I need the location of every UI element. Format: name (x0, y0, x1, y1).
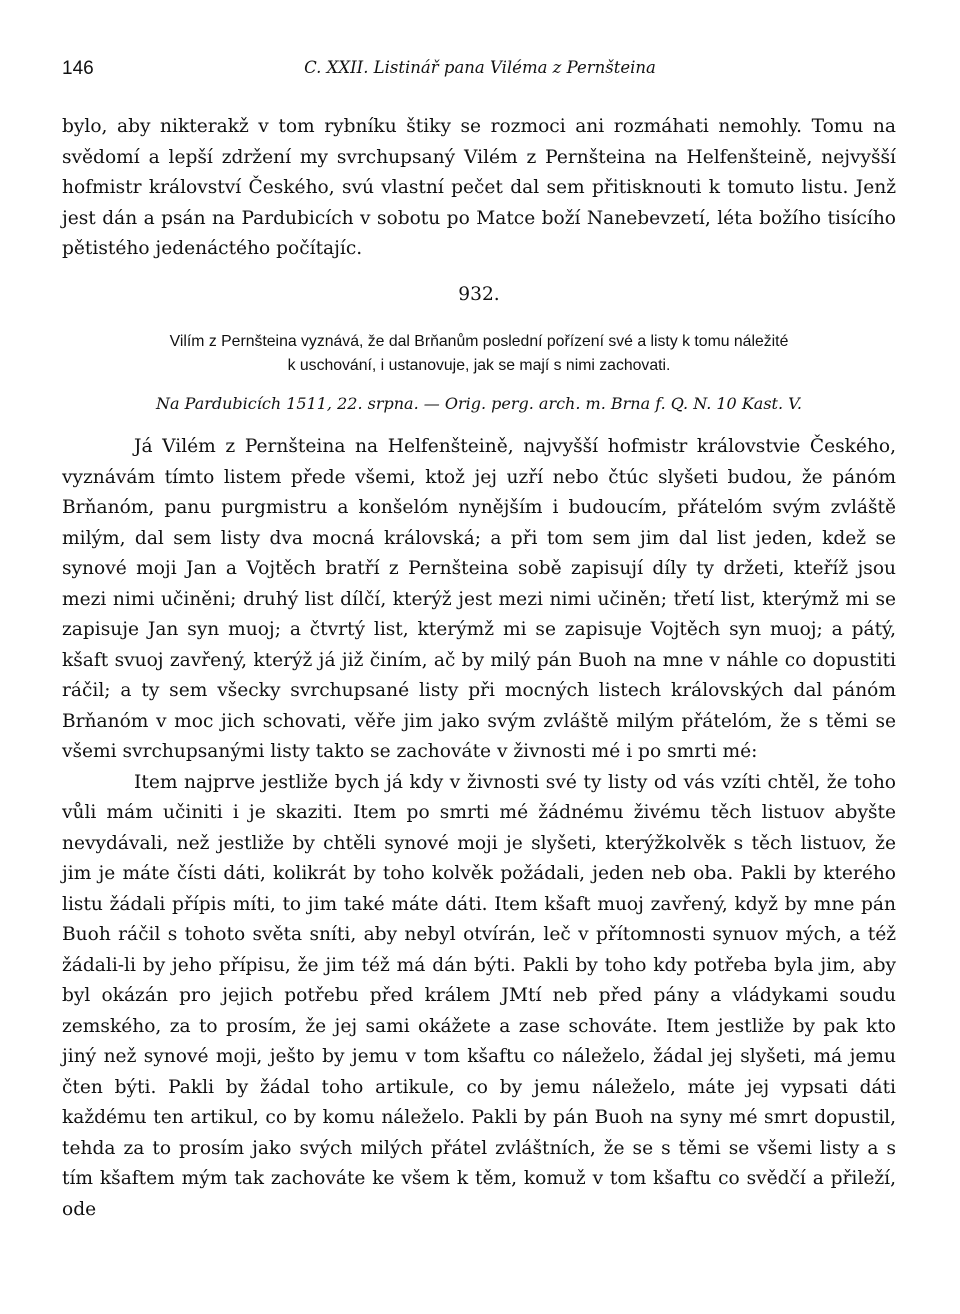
document-source: Na Pardubicích 1511, 22. srpna. — Orig. perg. arch. m. Brna f. Q. N. 10 Kast. V. (156, 394, 802, 413)
summary-line-2: k uschování, i ustanovuje, jak se mají s nimi zachovati. (287, 357, 671, 374)
continuation-paragraph: bylo, aby nikterakž v tom rybníku štiky se rozmoci ani rozmáhati nemohly. Tomu na svědomí a lepší zdržení my svrchupsaný Vilém z Pernšteina na Helfenšteině, nejvyšší hofmistr království Českého, svú vlastní pečet dal sem přitisknouti k tomuto listu. Jenž jest dán a psán na Pardubicích v sobotu po Matce boží Nanebevzetí, léta božího tisícího pětistého jedenáctého počítajíc. (62, 116, 896, 259)
letter-body (62, 432, 896, 1225)
document-summary (62, 330, 896, 378)
continuation-section (62, 112, 896, 265)
document-number: 932. (458, 284, 500, 305)
running-title: C. XXII. Listinář pana Viléma z Pernšteina (304, 58, 656, 77)
page-header (62, 58, 898, 88)
summary-line-1: Vilím z Pernšteina vyznává, že dal Brňanům poslední pořízení své a listy k tomu náležité (169, 333, 789, 350)
page-number: 146 (62, 58, 94, 79)
letter-paragraph: Já Vilém z Pernšteina na Helfenšteině, najvyšší hofmistr královstvie Českého, vyznávám tímto listem přede všemi, ktož jej uzří nebo čtúc slyšeti budou, že pánóm Brňanóm, panu purgmistru a konšelóm nynějším i budoucím, přátelóm svým zvláště milým, dal sem listy dva mocná královská; a při tom sem jim dal list jeden, kdež se synové moji Jan a Vojtěch bratří z Pernšteina sobě zapisují díly ty držeti, kteříž jsou mezi nimi učiněni; druhý list dílčí, kterýž jest mezi nimi učiněn; třetí list, kterýmž mi se zapisuje Jan syn muoj; a čtvrtý list, kterýmž mi se zapisuje Vojtěch syn muoj; a pátý, kšaft svuoj zavřený, kterýž já již činím, ač by milý pán Buoh na mne v náhle co dopustiti ráčil; a ty sem všecky svrchupsané listy při mocných listech královských dal pánóm Brňanóm v moc jich schovati, věře jim jako svým zvláště milým přátelóm, že s těmi se všemi svrchupsanými listy takto se zachováte v živnosti mé i po smrti mé: (62, 436, 896, 762)
letter-paragraph: Item najprve jestliže bych já kdy v živnosti své ty listy od vás vzíti chtěl, že toho vůli mám učiniti i je skaziti. Item po smrti mé žádnému živému těch listuov abyšte nevydávali, než jestliže by chtěli synové moji je slyšeti, kterýžkolvěk s těch listuov, že jim je máte čísti dáti, kolikrát by toho kolvěk požádali, jeden neb oba. Pakli by kterého listu žádali přípis míti, to jim také máte dáti. Item kšaft muoj zavřený, když by mne pán Buoh ráčil s tohoto světa sníti, aby nebyl otvírán, leč v přítomnosti synuov mých, a též žádali-li by jeho přípisu, že jim též má dán býti. Pakli by toho kdy potřeba byla jim, aby byl okázán pro jejich potřebu před králem JMtí neb před pány a vládykami soudu zemského, za to prosím, že jej sami okážete a zase schováte. Item jestliže by pak kto jiný než synové moji, ješto by jemu v tom kšaftu co náleželo, žádal jej slyšeti, má jemu čten býti. Pakli by žádal toho artikule, co by jemu náleželo, máte jej vypsati dáti každému ten artikul, co by komu náleželo. Pakli by pán Buoh na syny mé smrt dopustil, tehda za to prosím jako svých milých přátel zvláštních, že se s těmi se všemi listy a s tím kšaftem mým tak zachováte ke všem k těm, komuž v tom kšaftu co svědčí a přileží, ode (62, 771, 896, 1220)
